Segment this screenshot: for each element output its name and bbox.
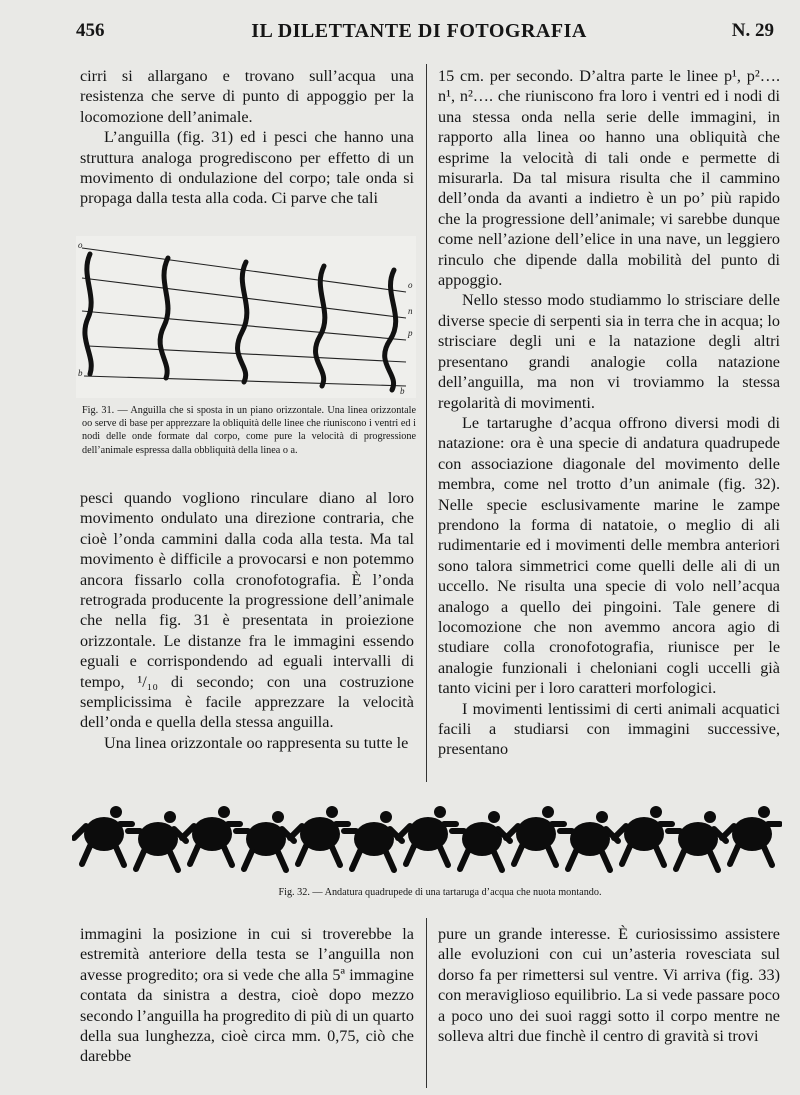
paragraph: pure un grande interesse. È curiosissimo assistere alle evoluzioni con cui un’asteria rovesciata sul dorso fa per rimettersi sul ventre. Vi arriva (fig. 33) con meraviglioso equilibrio. La si vede passare poco a poco uno dei suoi raggi sotto il corpo mentre ne solleva altri due finchè il centro di gravità si trovi	[438, 925, 780, 1046]
figure-31-label: o	[408, 280, 413, 290]
figure-31-label: b	[400, 386, 405, 396]
turtle-silhouette	[452, 811, 510, 870]
paragraph: 15 cm. per secondo. D’altra parte le linee p¹, p²…. n¹, n²…. che riuniscono fra loro i ventri ed i nodi di una stessa onda nella serie delle immagini, in rapporto alla linea oo hanno una obliquità che esprime la velocità di tali onde e permette di misurarla. Da tal misura risulta che il cammino dell’onda da avanti a indietro è un po’ più rapido che la progressione dell’animale; vi sarebbe dunque come nell’azione dell’elice in una nave, un leggiero rinculo che dipende dalla mobilità del punto di appoggio.	[438, 67, 780, 290]
figure-31-label: o	[78, 240, 83, 250]
turtle-silhouette	[614, 806, 672, 865]
turtle-silhouette	[560, 811, 618, 870]
figure-31-label: p	[408, 328, 413, 338]
page-number: 456	[76, 20, 105, 41]
right-column-top	[438, 66, 780, 760]
figure-32-caption: Fig. 32. — Andatura quadrupede di una tartaruga d’acqua che nuota montando.	[278, 887, 602, 898]
turtle-silhouette	[182, 806, 240, 865]
turtle-silhouette	[290, 806, 348, 865]
right-column-bottom	[438, 924, 780, 1046]
column-divider	[426, 918, 427, 1088]
turtle-silhouette	[128, 811, 186, 870]
column-divider	[426, 64, 427, 782]
turtle-silhouette	[236, 811, 294, 870]
paragraph: immagini la posizione in cui si troverebbe la estremità anteriore della testa se l’anguilla non avesse progredito; ora si vede che alla 5ª immagine contata da sinistra a destra, cioè dopo mezzo secondo l’anguilla ha progredito di più di un quarto della sua lunghezza, cioè circa mm. 0,75, ciò che darebbe	[80, 925, 414, 1066]
paragraph: I movimenti lentissimi di certi animali acquatici facili a studiarsi con immagini successive, presentano	[438, 699, 780, 759]
figure-31-label: b	[78, 368, 83, 378]
figure-31-label: n	[408, 306, 413, 316]
paragraph: cirri si allargano e trovano sull’acqua una resistenza che serve di punto di appoggio per la locomozione dell’animale.	[80, 67, 414, 126]
paragraph: Nello stesso modo studiammo lo strisciare delle diverse specie di serpenti sia in terra che in acqua; lo strisciare degli uni e la natazione degli altri presentano grandi analogie colla natazione dell’anguilla, ma non vi troviammo la stessa regolarità di movimenti.	[438, 291, 780, 412]
turtle-silhouette	[722, 806, 780, 865]
left-column-middle	[80, 488, 414, 753]
turtle-silhouette	[506, 806, 564, 865]
left-column-bottom	[80, 924, 414, 1067]
figure-31-caption: Fig. 31. — Anguilla che si sposta in un piano orizzontale. Una linea orizzontale oo serve di base per apprezzare la obliquità delle linee che riuniscono i ventri ed i nodi delle onde formate dal corpo, come pure la velocità di progressione dell’animale espressa dalla obbliquità della linea o a.	[82, 405, 416, 456]
turtle-silhouette	[668, 811, 726, 870]
turtle-silhouette	[344, 811, 402, 870]
figure-32-turtle-illustration	[72, 792, 782, 882]
page-header	[58, 18, 780, 46]
paragraph: Le tartarughe d’acqua offrono diversi modi di natazione: ora è una specie di andatura quadrupede con associazione diagonale del movimento delle membra, come nel trotto d’un animale (fig. 32). Nelle specie esclusivamente marine le zampe prendono la forma di natatoie, o meglio di ali rudimentarie ed i movimenti delle membra anteriori sono talora simmetrici come quelli delle ali di un uccello. Ne risulta una specie di volo nell’acqua analogo a quello dei pingoini. Tale genere di locomozione che non avemmo ancora agio di studiare colla cronofotografia, riunisce per le analogie funzionali i cheloniani cogli uccelli già tanto vicini per i loro caratteri morfologici.	[438, 413, 780, 698]
left-column-top	[80, 66, 414, 209]
paragraph: L’anguilla (fig. 31) ed i pesci che hanno una struttura analoga progrediscono per effetto di un movimento di ondulazione del corpo; tale onda si propaga dalla testa alla coda. Ci parve che tali	[80, 128, 414, 208]
turtle-silhouette	[398, 806, 456, 865]
paragraph: pesci quando vogliono rinculare diano al loro movimento ondulato una direzione contraria, che cioè l’onda cammini dalla coda alla testa. Ma tal movimento è difficile a provocarsi e non potemmo ancora fissarlo colla cronofotografia. È l’onda retrograda producente la progressione dell’animale che nella fig. 31 è presentata in proiezione orizzontale. Le distanze fra le immagini essendo eguali e corrispondendo ad eguali intervalli di tempo, ¹/₁₀ di secondo; con una costruzione semplicissima è facile apprezzare la velocità dell’onda e quella della stessa anguilla.	[80, 489, 414, 732]
figure-31-eel-illustration	[76, 236, 416, 398]
running-title: IL DILETTANTE DI FOTOGRAFIA	[251, 20, 587, 42]
turtle-silhouette	[74, 806, 132, 865]
paragraph: Una linea orizzontale oo rappresenta su tutte le	[104, 733, 409, 752]
issue-number: N. 29	[731, 20, 774, 41]
